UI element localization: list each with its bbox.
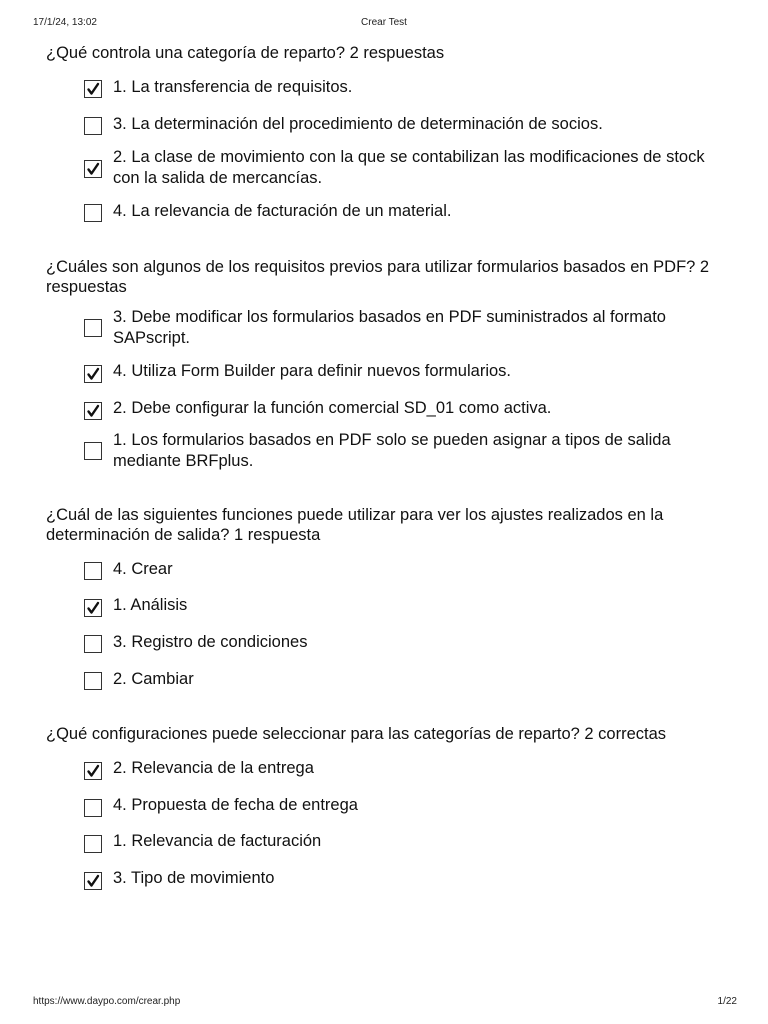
question-text: ¿Qué controla una categoría de reparto? 2 respuestas (46, 44, 445, 62)
question-2 (46, 257, 736, 470)
checkmark-icon (86, 764, 100, 778)
print-header (0, 17, 768, 31)
checkbox-checked[interactable] (84, 365, 102, 383)
checkbox[interactable] (84, 799, 102, 817)
checkbox[interactable] (84, 635, 102, 653)
checkbox-checked[interactable] (84, 80, 102, 98)
print-footer (0, 996, 768, 1010)
option-label: 3. Debe modificar los formularios basados en PDF suministrados al formato SAPscript. (113, 308, 666, 347)
question-text: ¿Cuáles son algunos de los requisitos previos para utilizar formularios basados en PDF? 2 respuestas (46, 258, 710, 296)
checkbox-checked[interactable] (84, 160, 102, 178)
option-label: 3. Tipo de movimiento (113, 869, 275, 887)
checkbox[interactable] (84, 562, 102, 580)
checkmark-icon (86, 601, 100, 615)
print-title: Crear Test (361, 17, 407, 28)
checkbox[interactable] (84, 442, 102, 460)
checkbox[interactable] (84, 835, 102, 853)
checkmark-icon (86, 162, 100, 176)
option-label: 4. Utiliza Form Builder para definir nuevos formularios. (113, 362, 511, 380)
question-3 (46, 505, 736, 688)
print-datetime: 17/1/24, 13:02 (33, 17, 97, 28)
option-label: 1. Los formularios basados en PDF solo se pueden asignar a tipos de salida mediante BRFplus. (113, 431, 671, 470)
option-label: 2. Debe configurar la función comercial SD_01 como activa. (113, 399, 552, 417)
checkbox-checked[interactable] (84, 402, 102, 420)
checkbox[interactable] (84, 672, 102, 690)
checkbox[interactable] (84, 204, 102, 222)
checkmark-icon (86, 404, 100, 418)
checkbox[interactable] (84, 117, 102, 135)
checkmark-icon (86, 367, 100, 381)
checkmark-icon (86, 82, 100, 96)
question-4 (46, 724, 736, 887)
option-label: 2. La clase de movimiento con la que se contabilizan las modificaciones de stock con la salida de mercancías. (113, 148, 705, 187)
checkbox[interactable] (84, 319, 102, 337)
question-text: ¿Qué configuraciones puede seleccionar para las categorías de reparto? 2 correctas (46, 725, 667, 743)
print-url: https://www.daypo.com/crear.php (33, 996, 181, 1007)
question-1 (46, 43, 736, 220)
option-label: 4. Propuesta de fecha de entrega (113, 796, 358, 814)
print-page-number: 1/22 (717, 996, 737, 1007)
option-label: 3. Registro de condiciones (113, 633, 308, 651)
option-label: 4. La relevancia de facturación de un material. (113, 202, 452, 220)
option-label: 3. La determinación del procedimiento de determinación de socios. (113, 115, 603, 133)
option-label: 1. Relevancia de facturación (113, 832, 322, 850)
checkmark-icon (86, 874, 100, 888)
checkbox-checked[interactable] (84, 872, 102, 890)
option-label: 1. La transferencia de requisitos. (113, 78, 353, 96)
option-label: 4. Crear (113, 560, 173, 578)
checkbox-checked[interactable] (84, 762, 102, 780)
option-label: 1. Análisis (113, 596, 188, 614)
option-label: 2. Cambiar (113, 670, 194, 688)
checkbox-checked[interactable] (84, 599, 102, 617)
option-label: 2. Relevancia de la entrega (113, 759, 314, 777)
question-text: ¿Cuál de las siguientes funciones puede utilizar para ver los ajustes realizados en la determinación de salida? 1 respuesta (46, 506, 664, 544)
